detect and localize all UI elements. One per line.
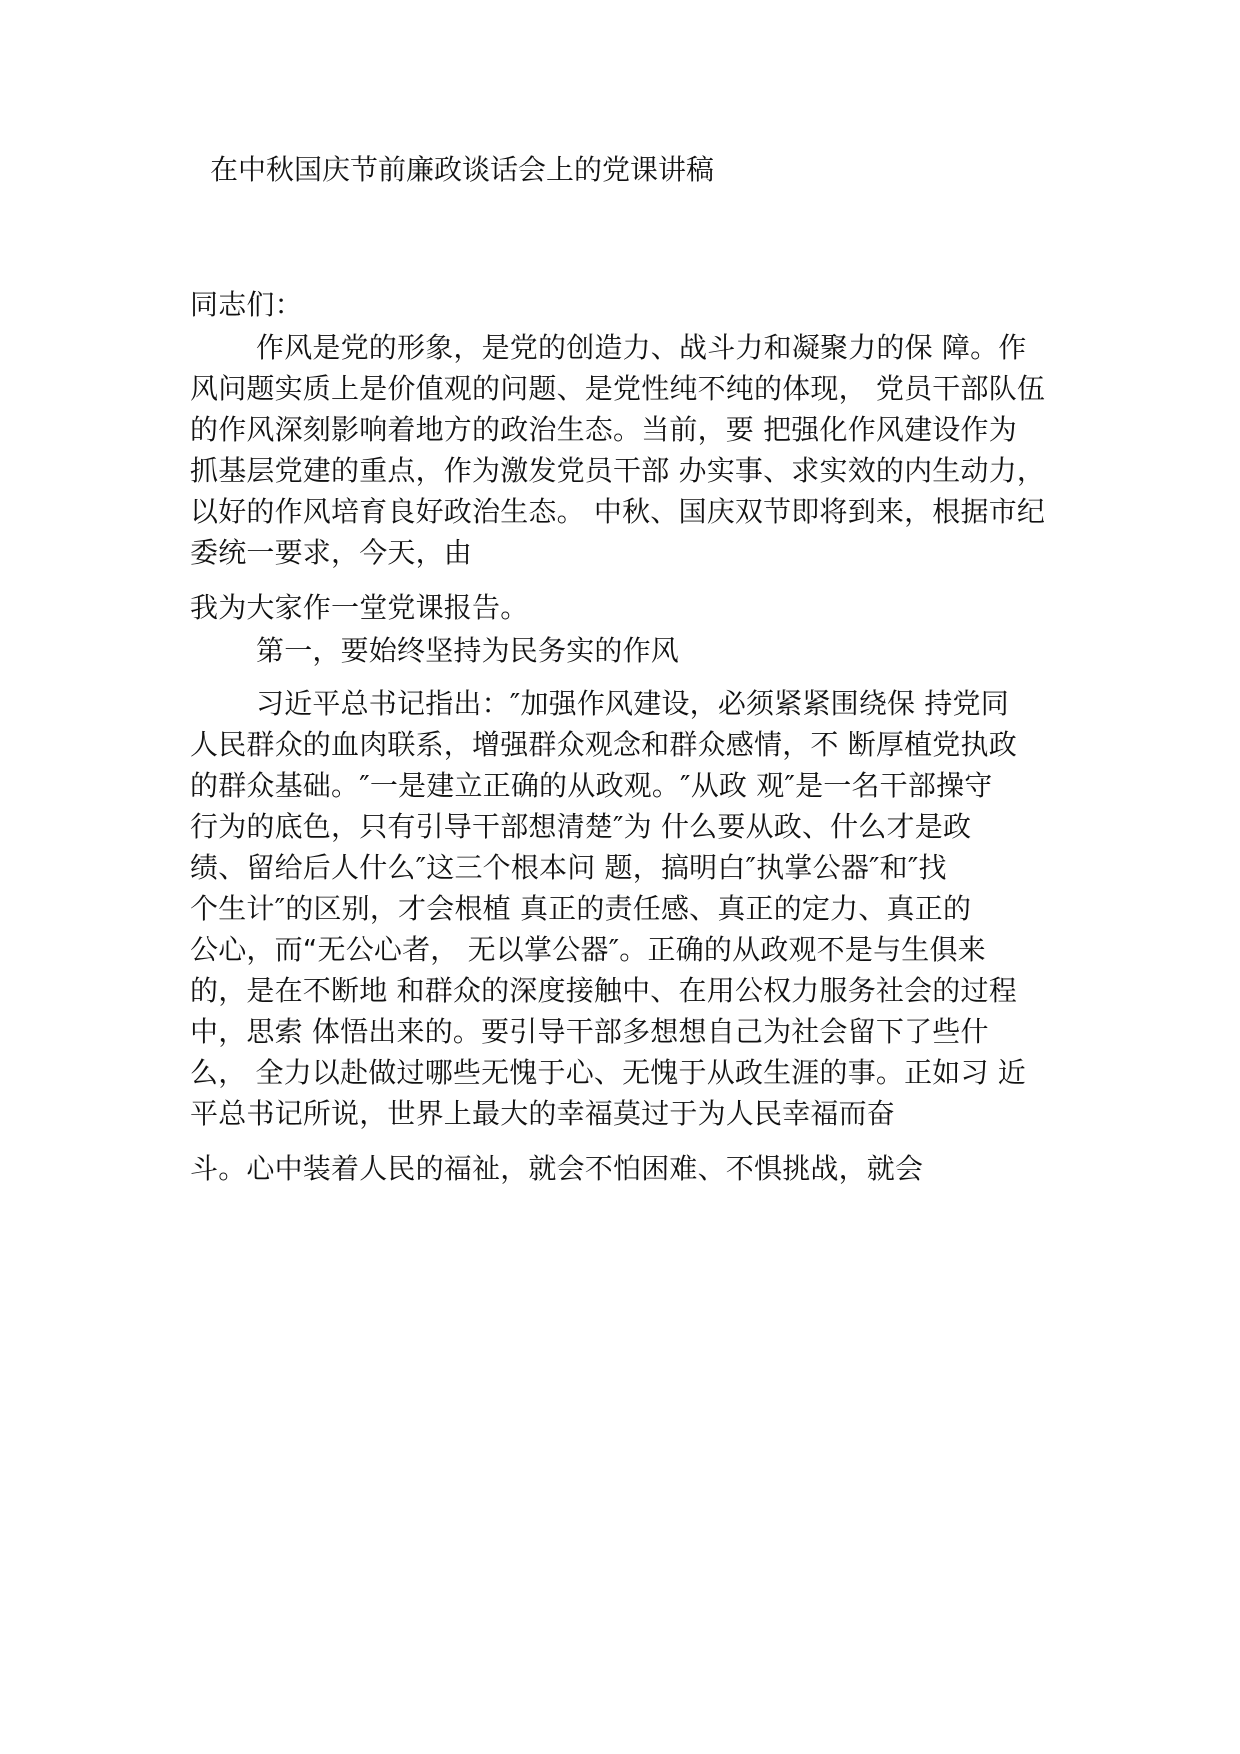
- text-line: 行为的底色，只有引导干部想清楚″为 什么要从政、什么才是政: [190, 810, 972, 843]
- text-line: 绩、留给后人什么″这三个根本问 题，搞明白″执掌公器″和″找: [190, 851, 947, 884]
- text-line: 我为大家作一堂党课报告。: [190, 591, 529, 624]
- section-heading: 第一，要始终坚持为民务实的作风: [256, 634, 680, 667]
- text-line: 的，是在不断地 和群众的深度接触中、在用公权力服务社会的过程: [190, 974, 1017, 1007]
- document-title: 在中秋国庆节前廉政谈话会上的党课讲稿: [210, 153, 715, 186]
- text-line: 习近平总书记指出：″加强作风建设，必须紧紧围绕保 持党同: [256, 687, 1009, 720]
- text-line: 风问题实质上是价值观的问题、是党性纯不纯的体现， 党员干部队伍: [190, 372, 1046, 405]
- text-line: 的群众基础。″一是建立正确的从政观。″从政 观″是一名干部操守: [190, 769, 993, 802]
- text-line: 么， 全力以赴做过哪些无愧于心、无愧于从政生涯的事。正如习 近: [190, 1056, 1027, 1089]
- text-line: 个生计″的区别，才会根植 真正的责任感、真正的定力、真正的: [190, 892, 972, 925]
- text-line: 中，思索 体悟出来的。要引导干部多想想自己为社会留下了些什: [190, 1015, 989, 1048]
- text-line: 的作风深刻影响着地方的政治生态。当前，要 把强化作风建设作为: [190, 413, 1017, 446]
- text-line: 人民群众的血肉联系，增强群众观念和群众感情，不 断厚植党执政: [190, 728, 1017, 761]
- text-line: 抓基层党建的重点，作为激发党员干部 办实事、求实效的内生动力，: [190, 454, 1046, 487]
- text-line: 公心，而“无公心者， 无以掌公器″。正确的从政观不是与生俱来: [190, 933, 986, 966]
- text-line: 委统一要求，今天，由: [190, 536, 473, 569]
- text-line: 斗。心中装着人民的福祉，就会不怕困难、不惧挑战，就会: [190, 1152, 924, 1185]
- salutation: 同志们：: [190, 288, 303, 321]
- text-line: 以好的作风培育良好政治生态。 中秋、国庆双节即将到来，根据市纪: [190, 495, 1046, 528]
- text-line: 平总书记所说，世界上最大的幸福莫过于为人民幸福而奋: [190, 1097, 896, 1130]
- text-line: 作风是党的形象，是党的创造力、战斗力和凝聚力的保 障。作: [256, 331, 1027, 364]
